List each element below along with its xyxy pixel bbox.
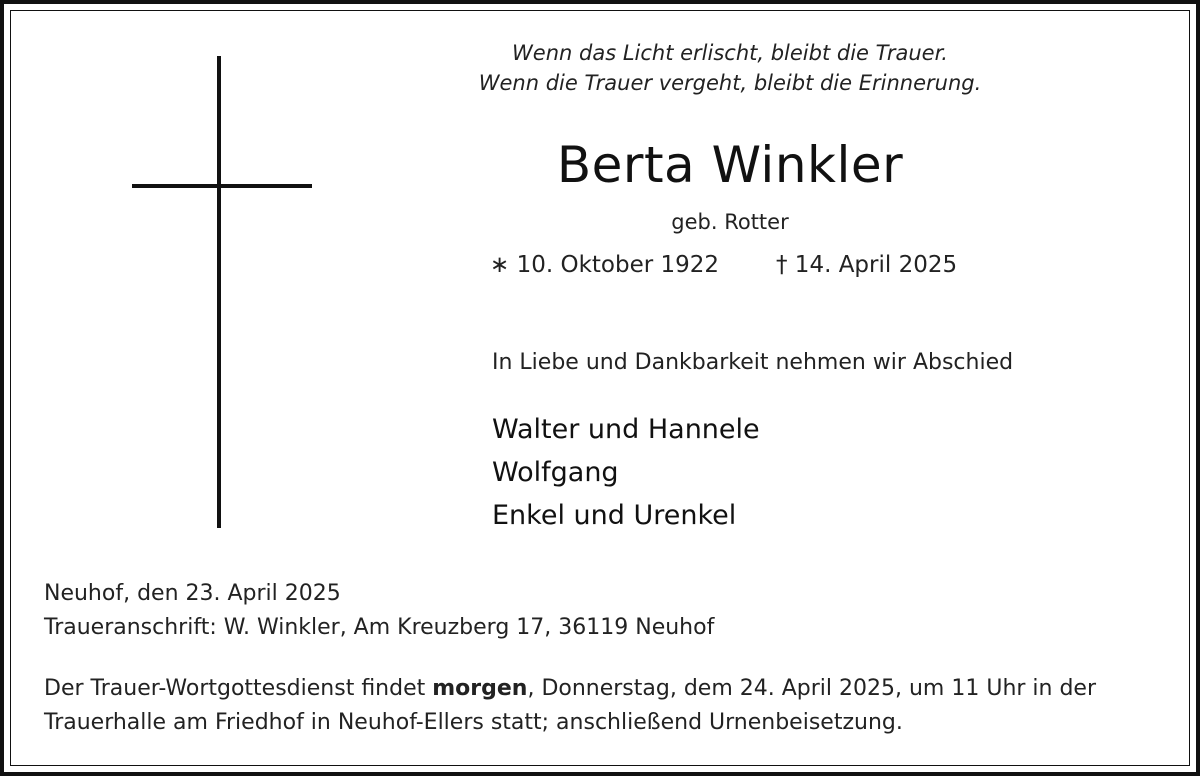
memorial-quote: [470, 38, 990, 98]
cross-icon: [217, 56, 221, 528]
mourner-item: Wolfgang: [492, 457, 619, 488]
quote-line-2: Wenn die Trauer vergeht, bleibt die Erinnerung.: [478, 71, 982, 95]
cross-icon-bar: [132, 184, 312, 188]
birth-date: ∗ 10. Oktober 1922: [490, 252, 720, 278]
farewell-text: In Liebe und Dankbarkeit nehmen wir Abschied: [492, 350, 1014, 375]
service-text-before: Der Trauer-Wortgottesdienst findet: [44, 676, 433, 701]
death-date: † 14. April 2025: [776, 252, 958, 278]
service-emphasis: morgen: [432, 676, 528, 701]
maiden-name: geb. Rotter: [671, 210, 789, 234]
deceased-name: Berta Winkler: [556, 136, 904, 194]
quote-line-1: Wenn das Licht erlischt, bleibt die Trauer.: [512, 41, 948, 65]
service-text-after: , Donnerstag, dem 24. April 2025, um 11 Uhr in der Trauerhalle am Friedhof in Neuhof-Ellers statt; anschließend Urnenbeisetzung.: [44, 676, 1097, 735]
place-date: Neuhof, den 23. April 2025: [44, 581, 341, 606]
mourning-address: Traueranschrift: W. Winkler, Am Kreuzberg 17, 36119 Neuhof: [44, 615, 715, 640]
mourners-list: [492, 408, 760, 537]
inner-border: [10, 10, 1190, 766]
mourner-item: Enkel und Urenkel: [492, 500, 737, 531]
service-notice: [44, 672, 1174, 740]
mourner-item: Walter und Hannele: [492, 414, 760, 445]
